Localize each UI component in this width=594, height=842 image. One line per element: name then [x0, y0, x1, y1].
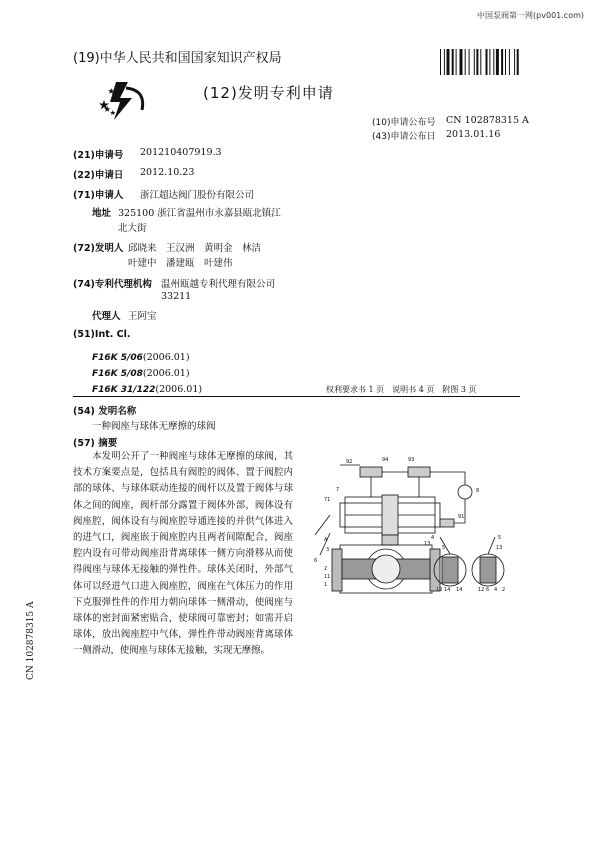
barcode-bar [460, 49, 463, 75]
figure-label: 2 [502, 587, 506, 593]
figure-label: 12 [478, 587, 485, 593]
filing-date: 2012.10.23 [140, 167, 195, 178]
figure-label: 8 [476, 488, 480, 494]
applicant: 浙江超达阀门股份有限公司 [140, 190, 255, 201]
agent-label: 代理人 [92, 311, 121, 322]
agent: 王阿宝 [128, 311, 157, 322]
barcode-bar [514, 49, 515, 75]
address-label: 地址 [92, 208, 112, 219]
ipc-code: F16K 5/08 [92, 369, 143, 379]
ipc-version: (2006.01) [142, 352, 190, 363]
figure-label: 94 [382, 457, 389, 463]
figure-label: 71 [324, 497, 331, 503]
barcode-bar [493, 49, 494, 75]
abstract-body: 本发明公开了一种阀座与球体无摩擦的球阀，其技术方案要点是，包括具有阀腔的阀体、置于阀腔内部的球体、与球体联动连接的阀杆以及置于阀体与球体之间的阀座，阀杆部分露置于阀体外部，阀体设有阀座腔，阀体设有与阀座腔导通连接的并供气体进入的进气口，阀座嵌于阀座腔内且两者间隙配合，阀座腔内设有可带动阀座沿背离球体一侧方向滑移从而使得阀座与球体无接触的弹性件。球体关闭时，外部气体可以经进气口进入阀座腔，阀座在气体压力的作用下克服弹性件的作用力朝向球体一侧滑动，使阀座与球体的密封面紧密贴合，使球阀可靠密封；如需开启球体，放出阀座腔中气体，弹性件带动阀座背离球体一侧滑动，使阀座与球体无接触，实现无摩擦。 [73, 451, 293, 657]
abstract-label: (57) 摘要 [73, 438, 118, 449]
section-divider [73, 396, 520, 397]
invention-title: 一种阀座与球体无摩擦的球阀 [92, 421, 216, 432]
address-line-2: 北大街 [118, 223, 147, 234]
barcode-bar [440, 49, 441, 75]
app-no: 201210407919.3 [140, 147, 222, 158]
barcode-bar [456, 49, 457, 75]
figure-label: 6 [314, 558, 318, 564]
figure-label: 4 [431, 535, 435, 541]
page-counts: 权利要求书 1 页 说明书 4 页 附图 3 页 [326, 385, 477, 394]
ipc-version: (2006.01) [155, 384, 203, 395]
figure-label: 93 [408, 457, 415, 463]
figure-label: 14 [444, 587, 451, 593]
figure-label: 3 [326, 547, 330, 553]
figure-label: 13 [496, 545, 503, 551]
pub-date: 2013.01.16 [446, 129, 501, 140]
barcode-bar [474, 49, 475, 75]
agency-code: 33211 [161, 291, 192, 302]
ipc-code: F16K 31/122 [92, 385, 156, 395]
abstract-text [73, 449, 293, 660]
barcode-bar [469, 49, 470, 75]
barcode [440, 49, 540, 75]
barcode-bar [505, 49, 506, 75]
filing-date-label: (22)申请日 [73, 170, 124, 181]
pub-no-label: (10)申请公布号 [372, 118, 436, 128]
document-type-title: (12)发明专利申请 [203, 84, 334, 102]
figure-label: 2 [324, 566, 328, 572]
barcode-bar [444, 49, 445, 75]
figure-label: 5 [442, 545, 446, 551]
pub-date-label: (43)申请公布日 [372, 132, 436, 142]
applicant-label: (71)申请人 [73, 190, 124, 201]
figure-label: 7 [336, 487, 340, 493]
inventors-line-1: 邱晓来 王汉洲 黄明金 林洁 [128, 243, 262, 254]
figure-label: 14 [456, 587, 463, 593]
figure-label: 1 [324, 582, 328, 588]
valve-drawing-lines [315, 465, 504, 593]
ipc-version: (2006.01) [142, 368, 190, 379]
figure-label: 91 [458, 514, 465, 520]
ipc-code: F16K 5/06 [92, 353, 143, 363]
representative-drawing [300, 445, 512, 595]
barcode-bar [465, 49, 466, 75]
figure-label: 92 [346, 459, 353, 465]
side-publication-code: CN 102878315 A [26, 601, 36, 680]
barcode-bar [501, 49, 503, 75]
figure-label: 6 [486, 587, 490, 593]
ipc-entry [92, 377, 202, 396]
barcode-bar [476, 49, 478, 75]
barcode-bar [517, 49, 519, 75]
figure-label: 13 [424, 541, 431, 547]
barcode-bar [447, 49, 450, 75]
barcode-bar [509, 49, 510, 75]
title-label: (54) 发明名称 [73, 406, 137, 417]
figure-label: 12 [436, 587, 443, 593]
barcode-bar [486, 49, 488, 75]
figure-label: 4 [494, 587, 498, 593]
barcode-bar [452, 49, 454, 75]
patent-office-name: (19)中华人民共和国国家知识产权局 [73, 51, 282, 66]
agency: 温州瓯越专利代理有限公司 [161, 279, 276, 290]
figure-label: 5 [498, 535, 502, 541]
pub-no: CN 102878315 A [446, 115, 529, 126]
source-watermark: 中国泵阀第一网(pv001.com) [477, 11, 584, 20]
barcode-bar [480, 49, 481, 75]
agency-label: (74)专利代理机构 [73, 279, 152, 290]
inventors-line-2: 叶建中 潘建瓯 叶建伟 [128, 258, 233, 269]
address-line-1: 325100 浙江省温州市永嘉县瓯北镇江 [118, 208, 281, 219]
app-no-label: (21)申请号 [73, 150, 124, 161]
sipo-emblem-icon [98, 80, 153, 120]
barcode-bar [489, 49, 490, 75]
barcode-bar [496, 49, 499, 75]
figure-label: 11 [324, 574, 331, 580]
inventors-label: (72)发明人 [73, 243, 124, 254]
intcl-label: (51)Int. Cl. [73, 329, 131, 340]
figure-label: A [324, 537, 328, 543]
